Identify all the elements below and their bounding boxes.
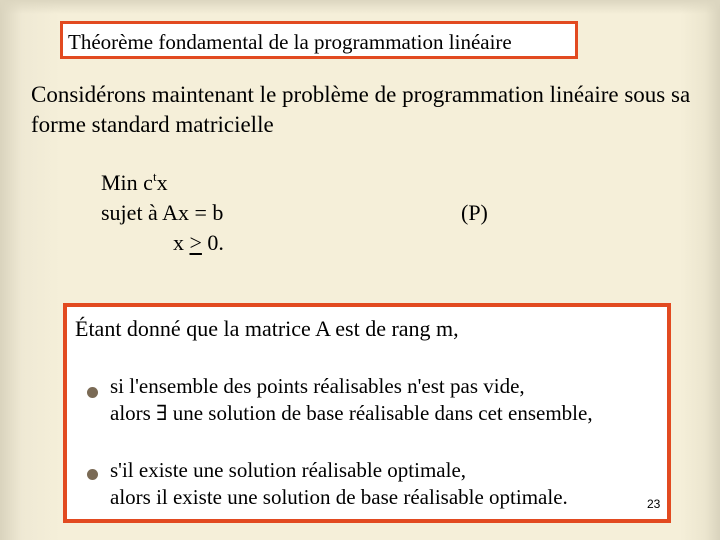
theorem-bullet-1-line2: alors ∃ une solution de base réalisable dans cet ensemble,: [110, 401, 593, 425]
bullet-icon: [87, 387, 98, 398]
theorem-bullet-2-line2: alors il existe une solution de base réalisable optimale.: [110, 485, 568, 509]
formula-nonneg-var: x: [173, 230, 190, 255]
formula-x: x: [156, 170, 168, 195]
theorem-intro: Étant donné que la matrice A est de rang m,: [75, 316, 459, 341]
theorem-bullet-1: [110, 373, 593, 427]
slide-title: Théorème fondamental de la programmation linéaire: [68, 30, 512, 54]
bullet-icon: [87, 469, 98, 480]
formula-min: Min c: [101, 170, 153, 195]
formula-nonneg: [173, 230, 224, 256]
theorem-bullet-1-line1: si l'ensemble des points réalisables n'est pas vide,: [110, 374, 525, 398]
formula-label: (P): [461, 200, 488, 225]
slide-top-shade: [0, 0, 720, 14]
theorem-bullet-2: [110, 457, 568, 511]
formula-transpose: t: [152, 169, 157, 184]
theorem-box: [63, 303, 671, 523]
formula-ge-sign: >: [189, 230, 202, 255]
title-box: [60, 21, 578, 59]
formula-nonneg-zero: 0.: [201, 230, 224, 255]
theorem-bullet-2-line1: s'il existe une solution réalisable optimale,: [110, 458, 467, 482]
intro-paragraph: Considérons maintenant le problème de programmation linéaire sous sa forme standard matricielle: [31, 82, 691, 137]
formula-objective: [101, 170, 168, 196]
formula-constraint: sujet à Ax = b: [101, 200, 224, 225]
slide-number: 23: [647, 497, 661, 511]
